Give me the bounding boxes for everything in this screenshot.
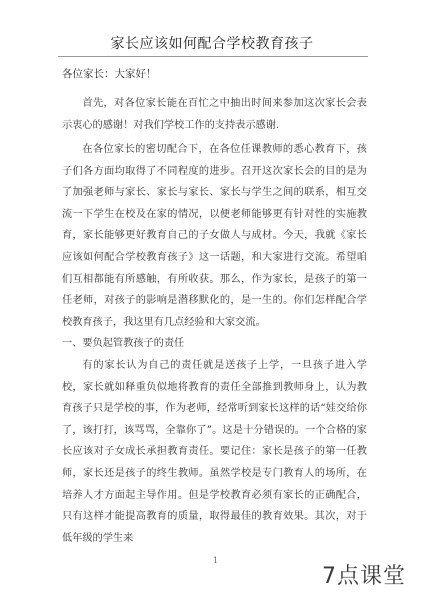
- page-title: 家长应该如何配合学校教育孩子: [110, 36, 314, 52]
- paragraph-responsibility: 有的家长认为自己的责任就是送孩子上学，一旦孩子进入学校，家长就如释重负似地将教育的责任全部推到教师身上，认为教育孩子只是学校的事，作为老师，经常听到家长这样的话“娃交给你了，该打打，该骂骂，全靠你了”。这是十分错误的。一个合格的家长应该对子女成长承担教育责任。要记住：家长是孩子的第一任教师，家长还是孩子的终生教师。虽然学校是专门教育人的场所，在培养人才方面起主导作用。但是学校教育必须有家长的正确配合，只有这样才能提高教育的质量，取得最佳的教育效果。其次，对于低年级的学生来: [62, 360, 367, 544]
- watermark-logo: 7点课堂: [322, 564, 406, 589]
- salutation: 各位家长：大家好！: [62, 68, 157, 80]
- title-divider: [58, 56, 368, 57]
- page-number: 1: [213, 556, 219, 565]
- paragraph-purpose: 在各位家长的密切配合下，在各位任课教师的悉心教育下，孩子们各方面均取得了不同程度的进步。召开这次家长会的目的是为了加强老师与家长、家长与家长、家长与学生之间的联系，相互交流一下学生在校及在家的情况，以便老师能够更有针对性的实施教育，家长能够更好教育自己的子女做人与成材。今天，我就《家长应该如何配合学校教育孩子》这一话题，和大家进行交流。希望咱们互相都能有所感触，有所收获。那么，作为家长，是孩子的第一任老师，对孩子的影响是潜移默化的，是一生的。你们怎样配合学校教育孩子，我这里有几点经验和大家交流。: [62, 144, 367, 328]
- section-heading: 一、要负起管教孩子的责任: [62, 338, 185, 349]
- paragraph-opening: 首先，对各位家长能在百忙之中抽出时间来参加这次家长会表示衷心的感谢！对我们学校工作的支持表示感谢.: [62, 98, 367, 131]
